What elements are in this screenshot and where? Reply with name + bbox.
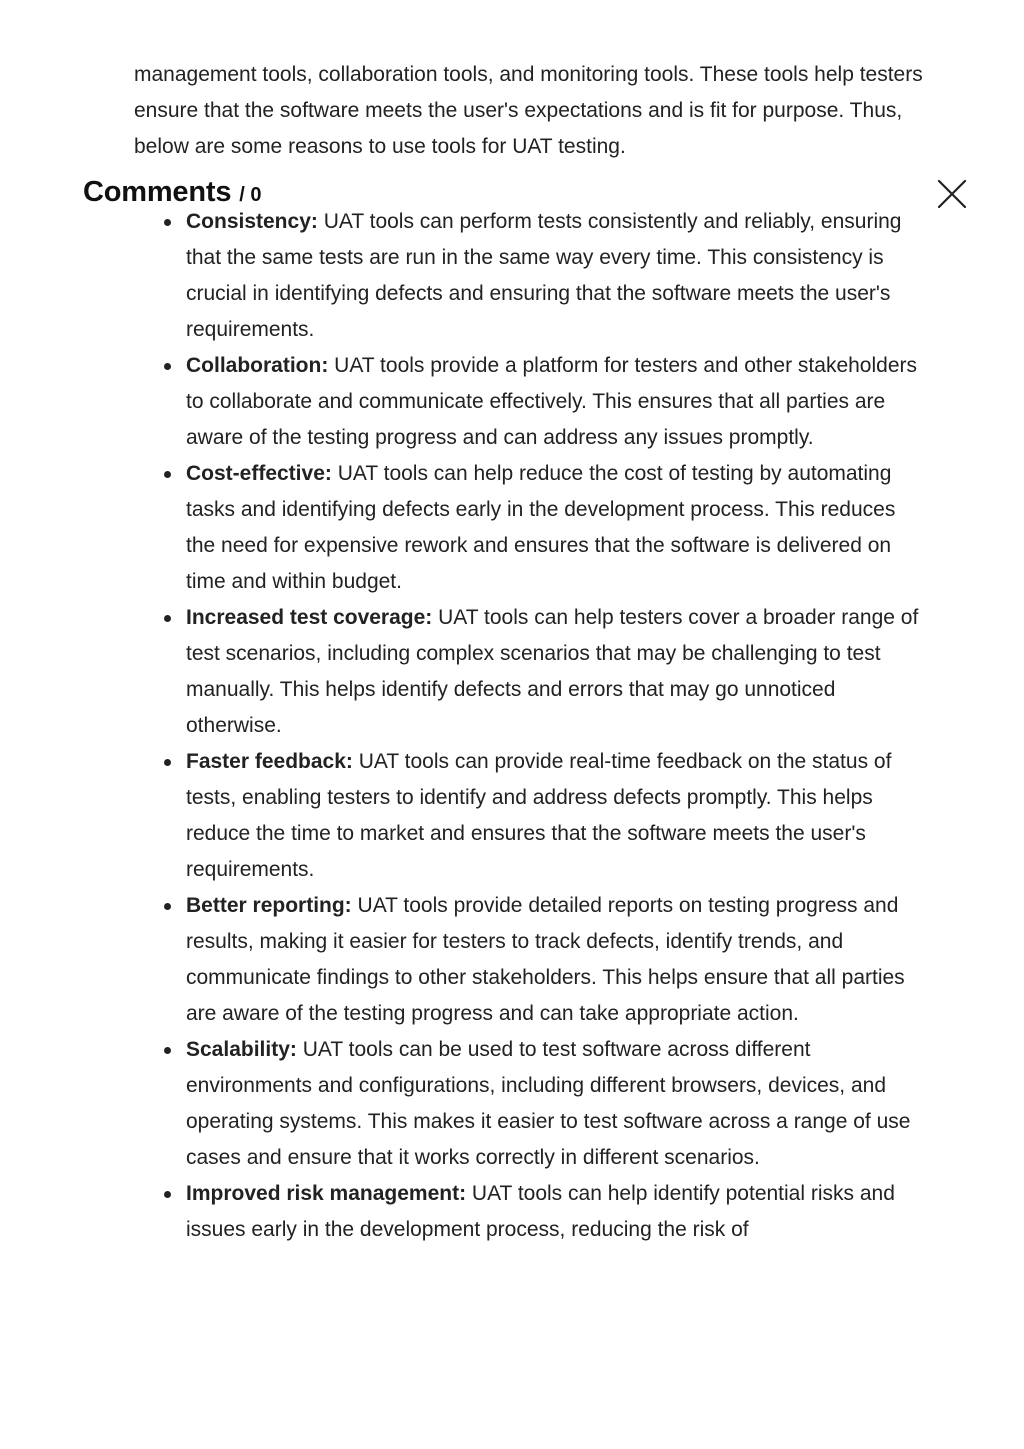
reason-term: Faster feedback: (186, 750, 353, 773)
comments-title: Comments (83, 176, 232, 208)
bullet-icon (164, 219, 171, 226)
reason-text: UAT tools provide a platform for testers and other stakeholders to collaborate and communicate effectively. This ensures that all parties are aware of the testing progress and can address any issues promptly. (186, 354, 918, 449)
comments-header (83, 176, 262, 209)
list-item (186, 1176, 924, 1248)
reason-text: UAT tools can help reduce the cost of testing by automating tasks and identifying defects early in the development process. This reduces the need for expensive rework and ensures that the software is delivered on time and within budget. (186, 462, 896, 593)
reason-term: Consistency: (186, 210, 318, 233)
bullet-icon (164, 903, 171, 910)
list-item (186, 204, 924, 348)
reason-term: Cost-effective: (186, 462, 332, 485)
close-comments-button[interactable] (934, 176, 970, 212)
list-item (186, 348, 924, 456)
reason-term: Improved risk management: (186, 1182, 467, 1205)
bullet-icon (164, 615, 171, 622)
reasons-list (186, 204, 924, 1248)
reason-text: UAT tools can be used to test software across different environments and configurations, including different browsers, devices, and operating systems. This makes it easier to test software across a range of use cases and ensure that it works correctly in different scenarios. (186, 1038, 911, 1169)
list-item (186, 744, 924, 888)
bullet-icon (164, 759, 171, 766)
bullet-icon (164, 1047, 171, 1054)
reason-text: UAT tools can provide real-time feedback on the status of tests, enabling testers to identify and address defects promptly. This helps reduce the time to market and ensures that the software meets the user's requirements. (186, 750, 892, 881)
bullet-icon (164, 1191, 171, 1198)
close-icon (934, 176, 970, 212)
reason-term: Collaboration: (186, 354, 329, 377)
bullet-icon (164, 363, 171, 370)
reason-term: Scalability: (186, 1038, 297, 1061)
reason-text: UAT tools can help identify potential risks and issues early in the development process, reducing the risk of (186, 1182, 895, 1241)
reason-text: UAT tools can perform tests consistently and reliably, ensuring that the same tests are run in the same way every time. This consistency is crucial in identifying defects and ensuring that the software meets the user's requirements. (186, 210, 902, 341)
intro-paragraph: management tools, collaboration tools, and monitoring tools. These tools help testers ensure that the software meets the user's expectations and is fit for purpose. Thus, below are some reasons to use tools for UAT testing. (134, 63, 923, 158)
reason-term: Increased test coverage: (186, 606, 433, 629)
reason-text: UAT tools provide detailed reports on testing progress and results, making it easier for testers to track defects, identify trends, and communicate findings to other stakeholders. This helps ensure that all parties are aware of the testing progress and can take appropriate action. (186, 894, 905, 1025)
comments-count: / 0 (239, 184, 262, 206)
bullet-icon (164, 471, 171, 478)
reason-term: Better reporting: (186, 894, 352, 917)
list-item (186, 600, 924, 744)
list-item (186, 888, 924, 1032)
list-item (186, 1032, 924, 1176)
reason-text: UAT tools can help testers cover a broader range of test scenarios, including complex scenarios that may be challenging to test manually. This helps identify defects and errors that may go unnoticed otherwise. (186, 606, 919, 737)
list-item (186, 456, 924, 600)
